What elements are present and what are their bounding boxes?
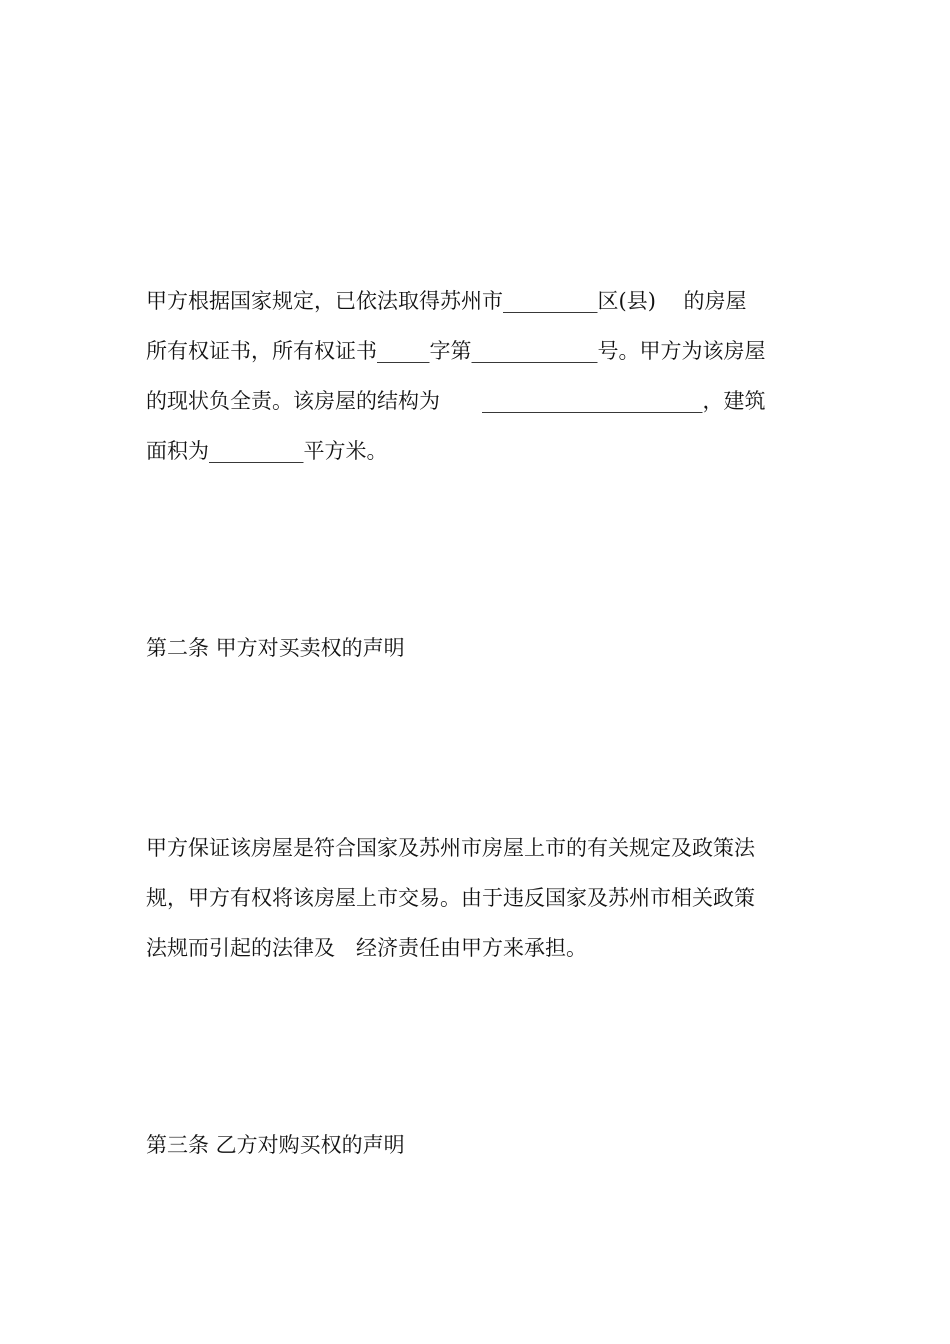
article-2-heading: 第二条 甲方对买卖权的声明 <box>146 636 405 660</box>
paragraph-line: 法规而引起的法律及 经济责任由甲方来承担。 <box>146 936 587 960</box>
paragraph-line: 的现状负全责。该房屋的结构为 _____________________，建筑 <box>146 389 766 413</box>
seller-declaration-paragraph <box>146 823 806 973</box>
paragraph-line: 规，甲方有权将该房屋上市交易。由于违反国家及苏州市相关政策 <box>146 886 755 910</box>
article-3-heading: 第三条 乙方对购买权的声明 <box>146 1133 405 1157</box>
paragraph-line: 所有权证书，所有权证书_____字第____________号。甲方为该房屋 <box>146 339 766 363</box>
property-ownership-paragraph <box>146 276 806 476</box>
paragraph-line: 甲方根据国家规定，已依法取得苏州市_________区(县) 的房屋 <box>146 289 747 313</box>
paragraph-line: 面积为_________平方米。 <box>146 439 388 463</box>
paragraph-line: 甲方保证该房屋是符合国家及苏州市房屋上市的有关规定及政策法 <box>146 836 755 860</box>
